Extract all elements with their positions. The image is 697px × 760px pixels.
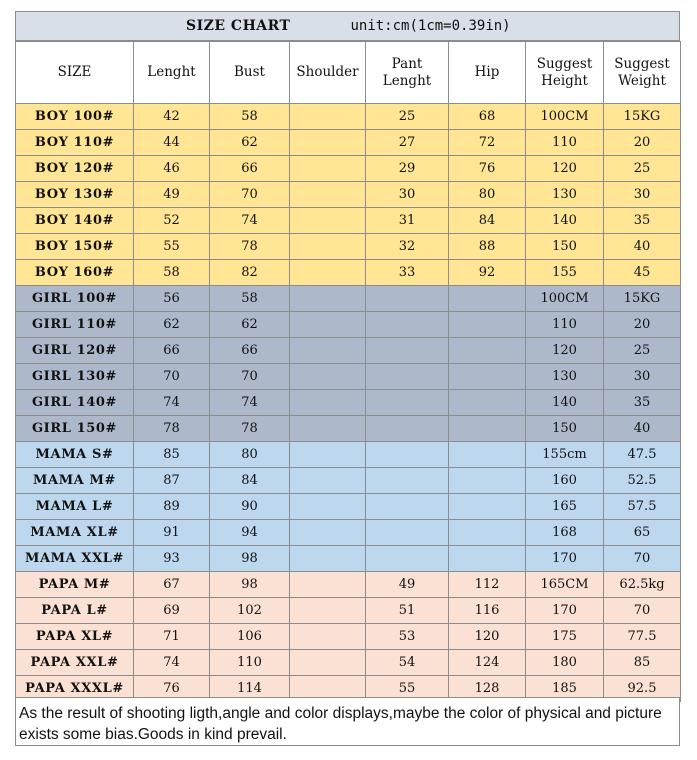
table-cell [290, 156, 366, 182]
table-cell [366, 520, 449, 546]
table-cell [290, 650, 366, 676]
table-row-girl [16, 312, 681, 338]
table-cell: 130 [526, 182, 604, 208]
table-cell: 46 [134, 156, 210, 182]
table-cell: 78 [134, 416, 210, 442]
column-header: Suggest Height [526, 42, 604, 104]
table-cell: 15KG [604, 104, 681, 130]
table-cell [449, 338, 526, 364]
table-cell [366, 468, 449, 494]
table-cell: 25 [604, 338, 681, 364]
table-cell [290, 364, 366, 390]
table-cell: 120 [526, 156, 604, 182]
size-label-cell: PAPA XL# [16, 624, 134, 650]
size-label-cell: GIRL 110# [16, 312, 134, 338]
table-row-girl [16, 338, 681, 364]
table-cell: 40 [604, 416, 681, 442]
column-header: SIZE [16, 42, 134, 104]
table-cell: 175 [526, 624, 604, 650]
size-label-cell: GIRL 130# [16, 364, 134, 390]
table-cell: 15KG [604, 286, 681, 312]
table-cell: 110 [210, 650, 290, 676]
size-label-cell: BOY 120# [16, 156, 134, 182]
table-row-girl [16, 286, 681, 312]
size-label-cell: BOY 140# [16, 208, 134, 234]
table-cell: 85 [134, 442, 210, 468]
table-cell: 110 [526, 312, 604, 338]
table-cell: 70 [210, 364, 290, 390]
table-cell: 155cm [526, 442, 604, 468]
table-row-mama [16, 520, 681, 546]
table-cell: 80 [449, 182, 526, 208]
table-cell: 49 [366, 572, 449, 598]
size-label-cell: MAMA S# [16, 442, 134, 468]
table-cell: 35 [604, 390, 681, 416]
column-header: Lenght [134, 42, 210, 104]
table-cell [290, 624, 366, 650]
table-cell [449, 286, 526, 312]
table-cell: 25 [604, 156, 681, 182]
table-cell: 20 [604, 130, 681, 156]
table-cell [449, 416, 526, 442]
table-cell [290, 598, 366, 624]
table-cell: 120 [526, 338, 604, 364]
table-cell [366, 338, 449, 364]
table-cell [290, 338, 366, 364]
table-cell: 88 [449, 234, 526, 260]
table-cell: 94 [210, 520, 290, 546]
table-row-girl [16, 390, 681, 416]
table-row-boy [16, 104, 681, 130]
table-cell: 66 [134, 338, 210, 364]
size-label-cell: GIRL 100# [16, 286, 134, 312]
header-row [16, 42, 681, 104]
table-row-girl [16, 364, 681, 390]
table-cell: 74 [134, 650, 210, 676]
table-cell [449, 520, 526, 546]
table-cell [290, 494, 366, 520]
table-body [16, 104, 681, 702]
table-cell [290, 130, 366, 156]
table-cell: 74 [210, 208, 290, 234]
table-row-boy [16, 182, 681, 208]
table-cell: 116 [449, 598, 526, 624]
table-cell [290, 416, 366, 442]
table-cell: 92.5 [604, 676, 681, 702]
size-label-cell: MAMA XL# [16, 520, 134, 546]
table-cell [449, 546, 526, 572]
table-cell [366, 390, 449, 416]
table-cell: 70 [604, 598, 681, 624]
table-cell: 58 [210, 286, 290, 312]
size-label-cell: PAPA XXL# [16, 650, 134, 676]
table-cell: 106 [210, 624, 290, 650]
table-cell [290, 572, 366, 598]
table-cell: 62 [210, 312, 290, 338]
size-label-cell: GIRL 140# [16, 390, 134, 416]
table-cell: 165CM [526, 572, 604, 598]
table-cell [366, 312, 449, 338]
table-cell: 62 [134, 312, 210, 338]
table-cell [366, 442, 449, 468]
table-cell: 77.5 [604, 624, 681, 650]
size-label-cell: BOY 160# [16, 260, 134, 286]
table-cell [290, 546, 366, 572]
chart-title-bar [15, 11, 680, 41]
unit-note: unit:cm(1cm=0.39in) [350, 18, 511, 34]
table-cell: 25 [366, 104, 449, 130]
table-cell: 98 [210, 572, 290, 598]
table-cell: 45 [604, 260, 681, 286]
table-row-papa [16, 598, 681, 624]
table-cell: 55 [366, 676, 449, 702]
table-cell: 128 [449, 676, 526, 702]
column-header: Hip [449, 42, 526, 104]
table-cell: 33 [366, 260, 449, 286]
size-label-cell: PAPA L# [16, 598, 134, 624]
table-row-papa [16, 572, 681, 598]
table-row-boy [16, 260, 681, 286]
table-row-boy [16, 234, 681, 260]
table-cell: 52 [134, 208, 210, 234]
table-cell: 160 [526, 468, 604, 494]
table-cell [449, 390, 526, 416]
column-header: Bust [210, 42, 290, 104]
table-cell: 80 [210, 442, 290, 468]
table-cell: 114 [210, 676, 290, 702]
table-cell: 65 [604, 520, 681, 546]
table-cell: 72 [449, 130, 526, 156]
size-label-cell: MAMA XXL# [16, 546, 134, 572]
table-cell: 70 [210, 182, 290, 208]
table-cell: 71 [134, 624, 210, 650]
table-cell: 62 [210, 130, 290, 156]
table-cell: 53 [366, 624, 449, 650]
table-cell: 49 [134, 182, 210, 208]
table-cell: 165 [526, 494, 604, 520]
table-cell: 40 [604, 234, 681, 260]
table-row-mama [16, 546, 681, 572]
table-cell [449, 442, 526, 468]
table-cell [449, 468, 526, 494]
table-cell: 112 [449, 572, 526, 598]
table-cell: 82 [210, 260, 290, 286]
table-cell: 62.5kg [604, 572, 681, 598]
table-cell [366, 416, 449, 442]
table-cell: 140 [526, 208, 604, 234]
table-cell: 150 [526, 234, 604, 260]
table-cell: 168 [526, 520, 604, 546]
table-cell [449, 364, 526, 390]
table-row-papa [16, 650, 681, 676]
table-cell: 130 [526, 364, 604, 390]
table-cell: 54 [366, 650, 449, 676]
column-header: Shoulder [290, 42, 366, 104]
size-label-cell: BOY 130# [16, 182, 134, 208]
table-cell: 44 [134, 130, 210, 156]
table-row-mama [16, 494, 681, 520]
table-cell [366, 286, 449, 312]
table-cell: 124 [449, 650, 526, 676]
table-cell: 140 [526, 390, 604, 416]
table-cell: 89 [134, 494, 210, 520]
table-cell: 185 [526, 676, 604, 702]
table-cell: 85 [604, 650, 681, 676]
table-cell: 69 [134, 598, 210, 624]
table-cell: 170 [526, 546, 604, 572]
table-cell [290, 234, 366, 260]
table-cell: 66 [210, 156, 290, 182]
table-cell: 92 [449, 260, 526, 286]
table-cell: 35 [604, 208, 681, 234]
table-cell [290, 208, 366, 234]
table-cell: 58 [210, 104, 290, 130]
table-cell: 68 [449, 104, 526, 130]
size-label-cell: GIRL 150# [16, 416, 134, 442]
table-cell [366, 546, 449, 572]
table-cell: 51 [366, 598, 449, 624]
size-table [15, 41, 681, 702]
table-cell [290, 286, 366, 312]
table-cell [366, 494, 449, 520]
size-label-cell: BOY 110# [16, 130, 134, 156]
table-cell: 47.5 [604, 442, 681, 468]
table-cell: 57.5 [604, 494, 681, 520]
table-cell: 56 [134, 286, 210, 312]
table-cell [290, 442, 366, 468]
table-cell: 76 [449, 156, 526, 182]
table-cell: 78 [210, 416, 290, 442]
table-cell: 78 [210, 234, 290, 260]
table-cell: 90 [210, 494, 290, 520]
table-row-mama [16, 442, 681, 468]
size-label-cell: PAPA XXXL# [16, 676, 134, 702]
table-cell: 98 [210, 546, 290, 572]
table-row-boy [16, 208, 681, 234]
table-cell: 31 [366, 208, 449, 234]
table-cell: 87 [134, 468, 210, 494]
table-cell [290, 260, 366, 286]
column-header: Pant Lenght [366, 42, 449, 104]
table-cell: 52.5 [604, 468, 681, 494]
table-cell [290, 468, 366, 494]
table-cell: 93 [134, 546, 210, 572]
size-label-cell: MAMA M# [16, 468, 134, 494]
table-cell: 55 [134, 234, 210, 260]
table-cell: 20 [604, 312, 681, 338]
table-cell: 30 [604, 364, 681, 390]
table-cell [290, 520, 366, 546]
table-row-boy [16, 130, 681, 156]
size-label-cell: BOY 150# [16, 234, 134, 260]
size-label-cell: BOY 100# [16, 104, 134, 130]
table-cell: 74 [210, 390, 290, 416]
table-cell: 42 [134, 104, 210, 130]
table-cell: 58 [134, 260, 210, 286]
table-cell: 76 [134, 676, 210, 702]
table-row-papa [16, 624, 681, 650]
table-cell: 120 [449, 624, 526, 650]
table-cell [290, 182, 366, 208]
table-cell: 29 [366, 156, 449, 182]
table-cell [290, 104, 366, 130]
table-row-boy [16, 156, 681, 182]
table-cell: 155 [526, 260, 604, 286]
table-cell [290, 390, 366, 416]
table-cell [449, 312, 526, 338]
size-label-cell: PAPA M# [16, 572, 134, 598]
table-cell: 84 [449, 208, 526, 234]
table-cell: 74 [134, 390, 210, 416]
table-cell: 100CM [526, 286, 604, 312]
table-row-girl [16, 416, 681, 442]
table-cell: 102 [210, 598, 290, 624]
size-label-cell: MAMA L# [16, 494, 134, 520]
table-cell: 170 [526, 598, 604, 624]
table-cell: 91 [134, 520, 210, 546]
table-cell: 67 [134, 572, 210, 598]
table-cell: 30 [366, 182, 449, 208]
table-cell: 32 [366, 234, 449, 260]
table-cell: 100CM [526, 104, 604, 130]
table-cell [449, 494, 526, 520]
table-cell: 70 [604, 546, 681, 572]
table-cell: 150 [526, 416, 604, 442]
table-cell: 84 [210, 468, 290, 494]
table-cell: 66 [210, 338, 290, 364]
size-label-cell: GIRL 120# [16, 338, 134, 364]
table-cell: 27 [366, 130, 449, 156]
chart-title: SIZE CHART [186, 18, 291, 34]
column-header: Suggest Weight [604, 42, 681, 104]
table-cell [290, 312, 366, 338]
table-cell: 110 [526, 130, 604, 156]
footnote: As the result of shooting ligth,angle and color displays,maybe the color of physical and picture exists some bias.Goods in kind prevail. [15, 697, 680, 746]
table-cell [366, 364, 449, 390]
table-cell: 180 [526, 650, 604, 676]
table-row-mama [16, 468, 681, 494]
table-cell: 30 [604, 182, 681, 208]
table-cell: 70 [134, 364, 210, 390]
